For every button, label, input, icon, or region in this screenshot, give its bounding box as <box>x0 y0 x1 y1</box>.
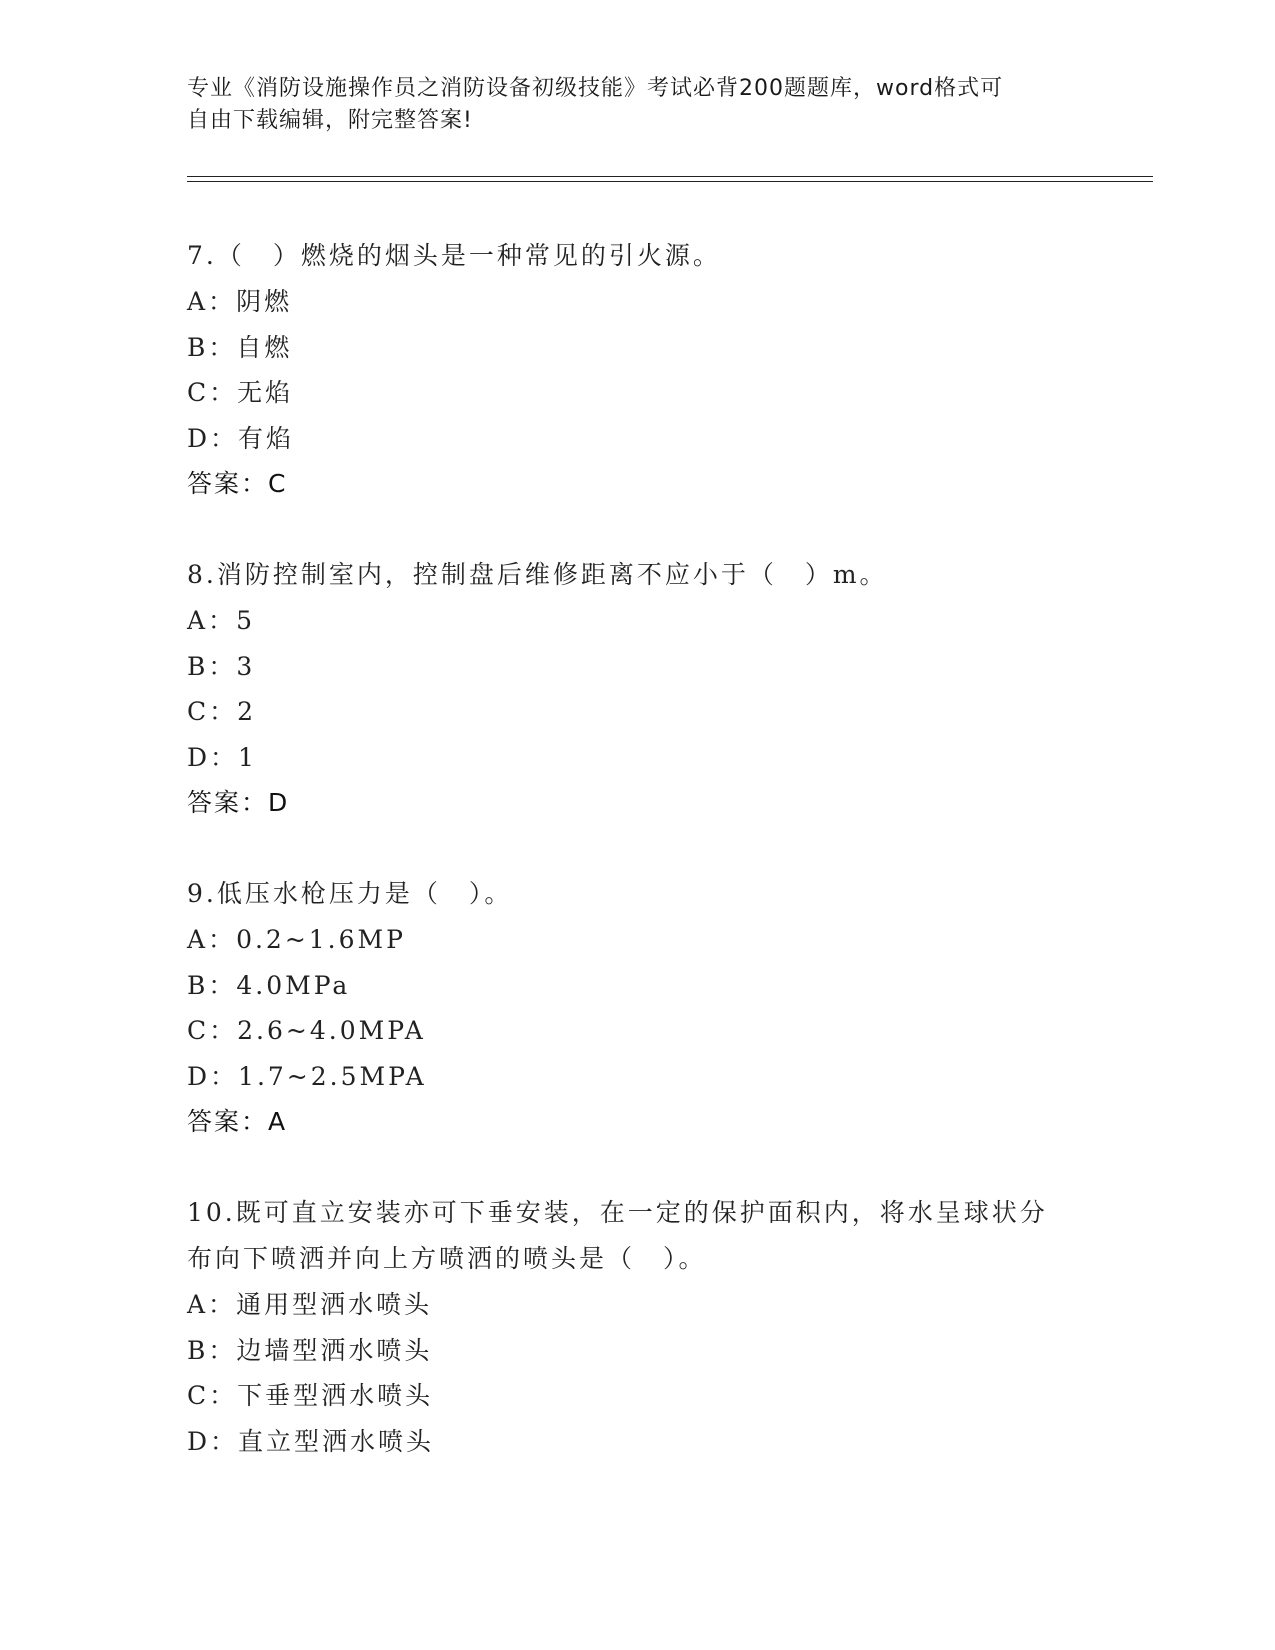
option-key: D： <box>187 1061 239 1091</box>
option-key: D： <box>187 423 239 453</box>
option-key: B： <box>187 1335 237 1365</box>
answer-line: 答案：D <box>187 788 290 817</box>
document-header <box>187 73 1067 137</box>
question-7 <box>187 233 1067 507</box>
option-c <box>187 370 1067 416</box>
option-key: B： <box>187 651 237 681</box>
option-text: 3 <box>236 651 256 681</box>
option-d <box>187 1419 1067 1465</box>
header-divider-bottom <box>187 181 1153 182</box>
option-key: D： <box>187 1426 239 1456</box>
question-8 <box>187 552 1067 826</box>
option-key: C： <box>187 1381 238 1410</box>
option-c <box>187 1008 1067 1054</box>
question-text-line-2: 布向下喷洒并向上方喷洒的喷头是（ ）。 <box>187 1244 707 1273</box>
option-d <box>187 735 1067 781</box>
option-key: A： <box>187 1290 237 1319</box>
option-c <box>187 689 1067 735</box>
question-10 <box>187 1190 1067 1464</box>
option-key: C： <box>187 378 238 407</box>
option-key: D： <box>187 742 239 772</box>
option-a <box>187 917 1067 963</box>
option-a <box>187 279 1067 325</box>
option-text: 5 <box>236 606 255 635</box>
answer-line: 答案：C <box>187 469 288 498</box>
option-key: B： <box>187 332 237 362</box>
question-text-line-1: 10.既可直立安装亦可下垂安装，在一定的保护面积内，将水呈球状分 <box>187 1198 1048 1227</box>
option-key: A： <box>187 606 237 635</box>
question-text: 8.消防控制室内，控制盘后维修距离不应小于（ ）m。 <box>187 560 888 589</box>
option-key: B： <box>187 970 237 1000</box>
header-title-line-1: 专业《消防设施操作员之消防设备初级技能》考试必背200题题库，word格式可 <box>187 76 1004 101</box>
answer-line: 答案：A <box>187 1107 288 1136</box>
option-text: 有焰 <box>238 423 295 453</box>
option-text: 边墙型洒水喷头 <box>236 1335 433 1365</box>
option-d <box>187 1054 1067 1100</box>
option-key: A： <box>187 287 237 316</box>
option-text: 0.2~1.6MP <box>236 925 406 954</box>
option-text: 1.7~2.5MPA <box>238 1061 427 1091</box>
option-a <box>187 598 1067 644</box>
option-text: 下垂型洒水喷头 <box>237 1381 434 1410</box>
option-text: 2 <box>237 697 257 726</box>
header-title-line-2: 自由下载编辑，附完整答案! <box>187 108 473 133</box>
option-text: 4.0MPa <box>236 970 351 1000</box>
option-b <box>187 644 1067 690</box>
option-text: 阴燃 <box>236 287 293 316</box>
option-key: A： <box>187 925 237 954</box>
option-text: 自燃 <box>236 332 293 362</box>
option-c <box>187 1373 1067 1419</box>
option-key: C： <box>187 697 238 726</box>
option-key: C： <box>187 1016 238 1045</box>
option-text: 2.6~4.0MPA <box>237 1016 426 1045</box>
option-text: 通用型洒水喷头 <box>236 1290 433 1319</box>
option-b <box>187 1328 1067 1374</box>
question-text: 9.低压水枪压力是（ ）。 <box>187 879 513 908</box>
option-b <box>187 325 1067 371</box>
option-text: 直立型洒水喷头 <box>238 1426 435 1456</box>
question-text: 7.（ ）燃烧的烟头是一种常见的引火源。 <box>187 241 721 270</box>
option-text: 1 <box>238 742 257 772</box>
question-9 <box>187 871 1067 1145</box>
header-divider-top <box>187 176 1153 177</box>
option-text: 无焰 <box>237 378 294 407</box>
option-d <box>187 416 1067 462</box>
option-b <box>187 963 1067 1009</box>
option-a <box>187 1282 1067 1328</box>
